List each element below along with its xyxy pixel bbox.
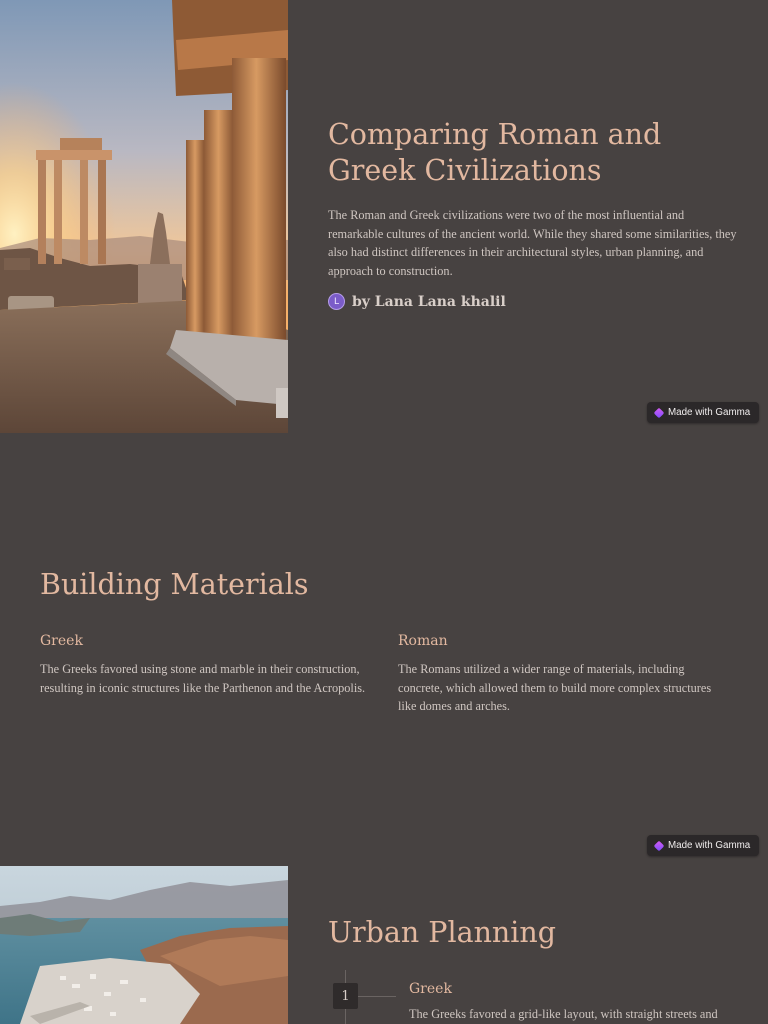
timeline-step-heading: Greek	[409, 981, 452, 997]
timeline-connector	[358, 996, 396, 997]
ancient-columns-image	[0, 0, 288, 433]
title-slide	[0, 0, 768, 433]
section-title: Building Materials	[40, 568, 309, 601]
made-with-gamma-badge[interactable]	[647, 835, 759, 856]
avatar: L	[328, 293, 345, 310]
timeline-step-text: The Greeks favored a grid-like layout, with straight streets and	[409, 1007, 718, 1021]
column-roman	[398, 632, 728, 716]
section-title: Urban Planning	[328, 916, 556, 949]
gamma-logo-icon	[654, 407, 665, 418]
column-heading: Greek	[40, 633, 83, 649]
column-text: The Romans utilized a wider range of materials, including concrete, which allowed them to build more complex structures like domes and arches.	[398, 662, 712, 714]
author-byline	[328, 293, 506, 310]
gamma-logo-icon	[654, 840, 665, 851]
badge-label: Made with Gamma	[668, 407, 751, 418]
coastal-city-image	[0, 866, 288, 1024]
slide-title: Comparing Roman and Greek Civilizations	[328, 118, 662, 187]
made-with-gamma-badge[interactable]	[647, 402, 759, 423]
column-greek	[40, 632, 370, 697]
badge-label: Made with Gamma	[668, 840, 751, 851]
author-name: by Lana Lana khalil	[352, 293, 506, 310]
timeline-step-number: 1	[333, 983, 358, 1009]
column-text: The Greeks favored using stone and marble in their construction, resulting in iconic structures like the Parthenon and the Acropolis.	[40, 662, 366, 695]
column-heading: Roman	[398, 633, 448, 649]
slide-intro-text: The Roman and Greek civilizations were two of the most influential and remarkable cultures of the ancient world. While they shared some similarities, they also had distinct differences in their architectural styles, urban planning, and approach to construction.	[328, 208, 737, 279]
